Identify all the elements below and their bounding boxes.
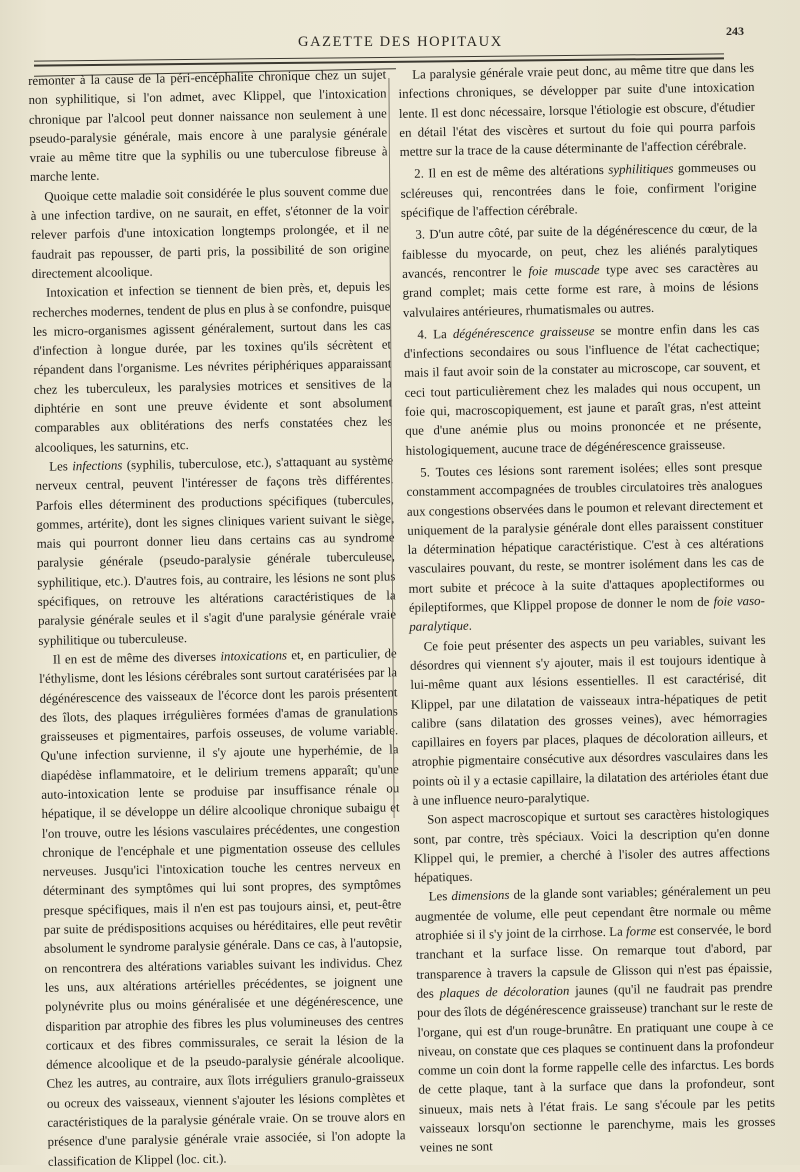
italic-term: dégénérescence graisseuse <box>452 323 595 341</box>
text-run: Il en est de même des diverses <box>52 649 221 667</box>
text-run: remonter à la cause de la péri-encéphalite chronique chez un sujet non syphilitique, si l'on admet, avec Klippel, que l'intoxication chronique par l'alcool peut donner naissance non seulement à une pseudo-paralysie générale, mais encore à une paralysie générale vraie au même titre que la syphilis ou une tuberculose fibreuse à marche lente. <box>28 67 388 185</box>
italic-term: foie muscade <box>528 262 600 279</box>
italic-term: dimensions <box>451 888 510 904</box>
paragraph <box>32 278 393 458</box>
text-run: . <box>468 618 473 634</box>
text-run: Son aspect macroscopique et surtout ses caractères histologiques sont, par contre, très spéciaux. Voici la description qu'en donne Klippel qui, le premier, a cherché à l'isoler des autres affections hépatiques. <box>413 805 770 886</box>
left-column <box>28 65 406 1171</box>
paragraph <box>415 881 776 1158</box>
italic-term: infections <box>72 458 123 474</box>
text-run: 2. Il en est de même des altérations <box>414 163 609 182</box>
running-title: GAZETTE DES HOPITAUX <box>298 34 503 50</box>
paragraph <box>413 804 770 888</box>
paragraph <box>30 181 390 284</box>
text-run: de la glande sont variables; généralement un peu augmentée de volume, elle peut cependant être normale ou même atrophiée si il s'y joint de la cirrhose. La <box>414 883 772 943</box>
italic-term: intoxications <box>220 648 288 664</box>
text-run: 5. Toutes ces lésions sont rarement isolées; elles sont presque constamment accompagnées de troubles circulatoires très analogues aux congestions observées dans le poumon et relevant directement et uniquement de la paralysie générale dont elles paraissent constituer la détermination hépatique caractéristique. C'est à ces altérations vasculaires pouvant, du reste, se montrer isolément dans les cas de mort subite et précoce à la suite d'attaques apoplectiformes ou épileptiformes, que Klippel propose de donner le nom de <box>406 458 765 615</box>
paragraph <box>400 158 757 223</box>
paragraph <box>39 644 406 1171</box>
page-number: 243 <box>726 24 744 38</box>
text-run: 3. D'un autre côté, par suite de la dégénérescence du cœur, de la faiblesse du myocarde, on peut, chez les aliénés paralytiques avancés, rencontrer le <box>401 221 758 281</box>
text-run: Quoique cette maladie soit considérée le plus souvent comme due à une infection tardive, on ne saurait, en effet, s'étonner de la voir relever parfois d'une intoxication longtemps prolongée, et il ne faudrait pas repousser, de parti pris, la possibilité de son origine directement alcoolique. <box>30 183 390 281</box>
text-run: Les <box>49 459 73 474</box>
italic-term: foie vaso-paralytique <box>409 593 765 635</box>
italic-term: forme <box>625 924 657 939</box>
text-run: (syphilis, tuberculose, etc.), s'attaquant au système nerveux central, peuvent l'intéresser de façons très différentes. Parfois elles déterminent des productions spécifiques (tubercules, gommes, artérite), dont les signes cliniques varient suivant le siège, mais qui pourront donner lieu dans certains cas au syndrome paralysie générale (pseudo-paralysie générale tuberculeuse, syphilitique, etc.). D'autres fois, au contraire, les lésions ne sont plus spécifiques, on retrouve les altérations caractéristiques de la paralysie générale seules et il s'agit d'une paralysie générale vraie syphilitique ou tuberculeuse. <box>35 453 397 648</box>
text-run: est conservée, le bord tranchant et la surface lisse. On remarque tout d'abord, par transparence à travers la capsule de Glisson qui n'est pas épaissie, des <box>415 921 773 1001</box>
text-run: Ce foie peut présenter des aspects un peu variables, suivant les désordres qui viennent s'y ajouter, mais il est toujours identique à lui-même quant aux lésions essentielles. Il est caractérisé, dit Klippel, par une dilatation de vaisseaux intra-hépatiques de petit calibre (sans dilatation des grosses veines), avec hémorragies capillaires en foyers par places, plaques de décoloration ailleurs, et atrophie pigmentaire consécutive aux désordres vasculaires dans les points où il y a ectasie capillaire, la dilatation des artérioles étant due à une influence neuro-paralytique. <box>409 632 769 808</box>
paragraph <box>35 451 396 650</box>
text-run: gommeuses ou scléreuses qui, rencontrées dans le foie, confirment l'origine spécifique de l'affection cérébrale. <box>400 160 757 221</box>
text-run: se montre enfin dans les cas d'infections secondaires ou sous l'influence de l'état cachectique; mais il faut avoir soin de la constater au microscope, car souvent, et ceci tout particulièrement chez les malades qui nous occupent, un foie qui, macroscopiquement, est jaune et paraît gras, n'est atteint que d'une anémie plus ou moins prononcée et ne présente, histologiquement, aucune trace de dégénérescence graisseuse. <box>403 320 762 458</box>
text-run: 4. La <box>417 326 454 342</box>
text-run: type avec ses caractères au grand complet; mais cette forme est rare, à moins de lésions valvulaires antérieures, rhumatismales ou autres. <box>402 259 759 320</box>
text-run: La paralysie générale vraie peut donc, au même titre que dans les infections chroniques, se développer par suite d'une intoxication lente. Il est donc nécessaire, lorsque l'étiologie est obscure, d'étudier en détail l'état des viscères et surtout du foie qui pourra parfois mettre sur la trace de la cause déterminante de l'affection cérébrale. <box>398 60 756 160</box>
text-run: jaunes (qu'il ne faudrait pas prendre pour des îlots de dégénérescence graisseuse) tranchant sur le reste de l'organe, qui est d'un rouge-brunâtre. En pratiquant une coupe à ce niveau, on constate que ces plaques se continuent dans la profondeur comme un coin dont la forme rappelle celle des infarctus. Les bords de cette plaque, tant à la surface que dans la profondeur, sont sinueux, mais nets à l'état frais. Le sang s'écoule par les petits vaisseaux lorsqu'on sectionne le parenchyme, mais les grosses veines ne sont <box>416 979 776 1156</box>
paragraph <box>28 65 388 187</box>
paragraph <box>401 219 759 323</box>
paragraph <box>409 630 768 811</box>
text-run: Intoxication et infection se tiennent de bien près, et, depuis les recherches modernes, tendent de plus en plus à se confondre, puisque les micro-organismes agissent généralement, surtout dans les cas d'infection à longue durée, par les toxines qu'ils sécrètent et répandent dans l'organisme. Les névrites périphériques apparaissant chez les tuberculeux, les paralysies motrices et sensitives de la diphtérie en sont une preuve évidente et sont absolument comparables aux oblitérations des nerfs constatées chez les alcooliques, les saturnins, etc. <box>32 279 393 455</box>
italic-term: plaques de décoloration <box>439 983 570 1001</box>
paragraph <box>398 59 756 163</box>
text-run: Les <box>428 889 452 905</box>
text-run: et, en particulier, de l'éthylisme, dont les lésions cérébrales sont surtout caratérisées par la dégénérescence des vaisseaux de l'écorce dont les parois présentent des îlots, des plaques irrégulières formées d'amas de granulations graisseuses et pigmentaires, parfois osseuses, de volume variable. Qu'une infection survienne, il s'y ajoute une hyperhémie, de la diapédèse inflammatoire, et le delirium tremens apparaît; qu'une auto-intoxication lente se produise par insuffisance rénale ou hépatique, il se développe un délire alcoolique chronique subaigu et l'on trouve, outre les lésions vasculaires précédentes, une congestion chronique de l'encéphale et une pigmentation osseuse des cellules nerveuses. Jusqu'ici l'intoxication touche les centres nerveux en déterminant des symptômes qui lui sont propres, des symptômes presque spécifiques, mais il n'en est pas toujours ainsi, et, peut-être par suite de prédispositions acquises ou héréditaires, elle peut revêtir absolument le syndrome paralysie générale. Dans ce cas, à l'autopsie, on rencontrera des altérations variables suivant les individus. Chez les uns, aux altérations artérielles précédentes, se joignent une polynévrite plus ou moins généralisée et une dégénérescence, une disparition par atrophie des fibres les plus volumineuses des centres corticaux et des fibres commissurales, ce serait la lésion de la démence alcoolique et de la pseudo-paralysie générale alcoolique. Chez les autres, au contraire, aux îlots irréguliers granulo-graisseux ou ocreux des vaisseaux, viennent s'ajouter les lésions complètes et caractéristiques de la paralysie générale vraie. On se trouve alors en présence d'une paralysie générale vraie associée, si l'on adopte la classification de Klippel (loc. cit.). <box>38 646 406 1169</box>
paragraph <box>406 457 765 638</box>
right-column <box>398 59 776 1159</box>
italic-term: syphilitiques <box>608 161 674 178</box>
paragraph <box>403 319 762 461</box>
